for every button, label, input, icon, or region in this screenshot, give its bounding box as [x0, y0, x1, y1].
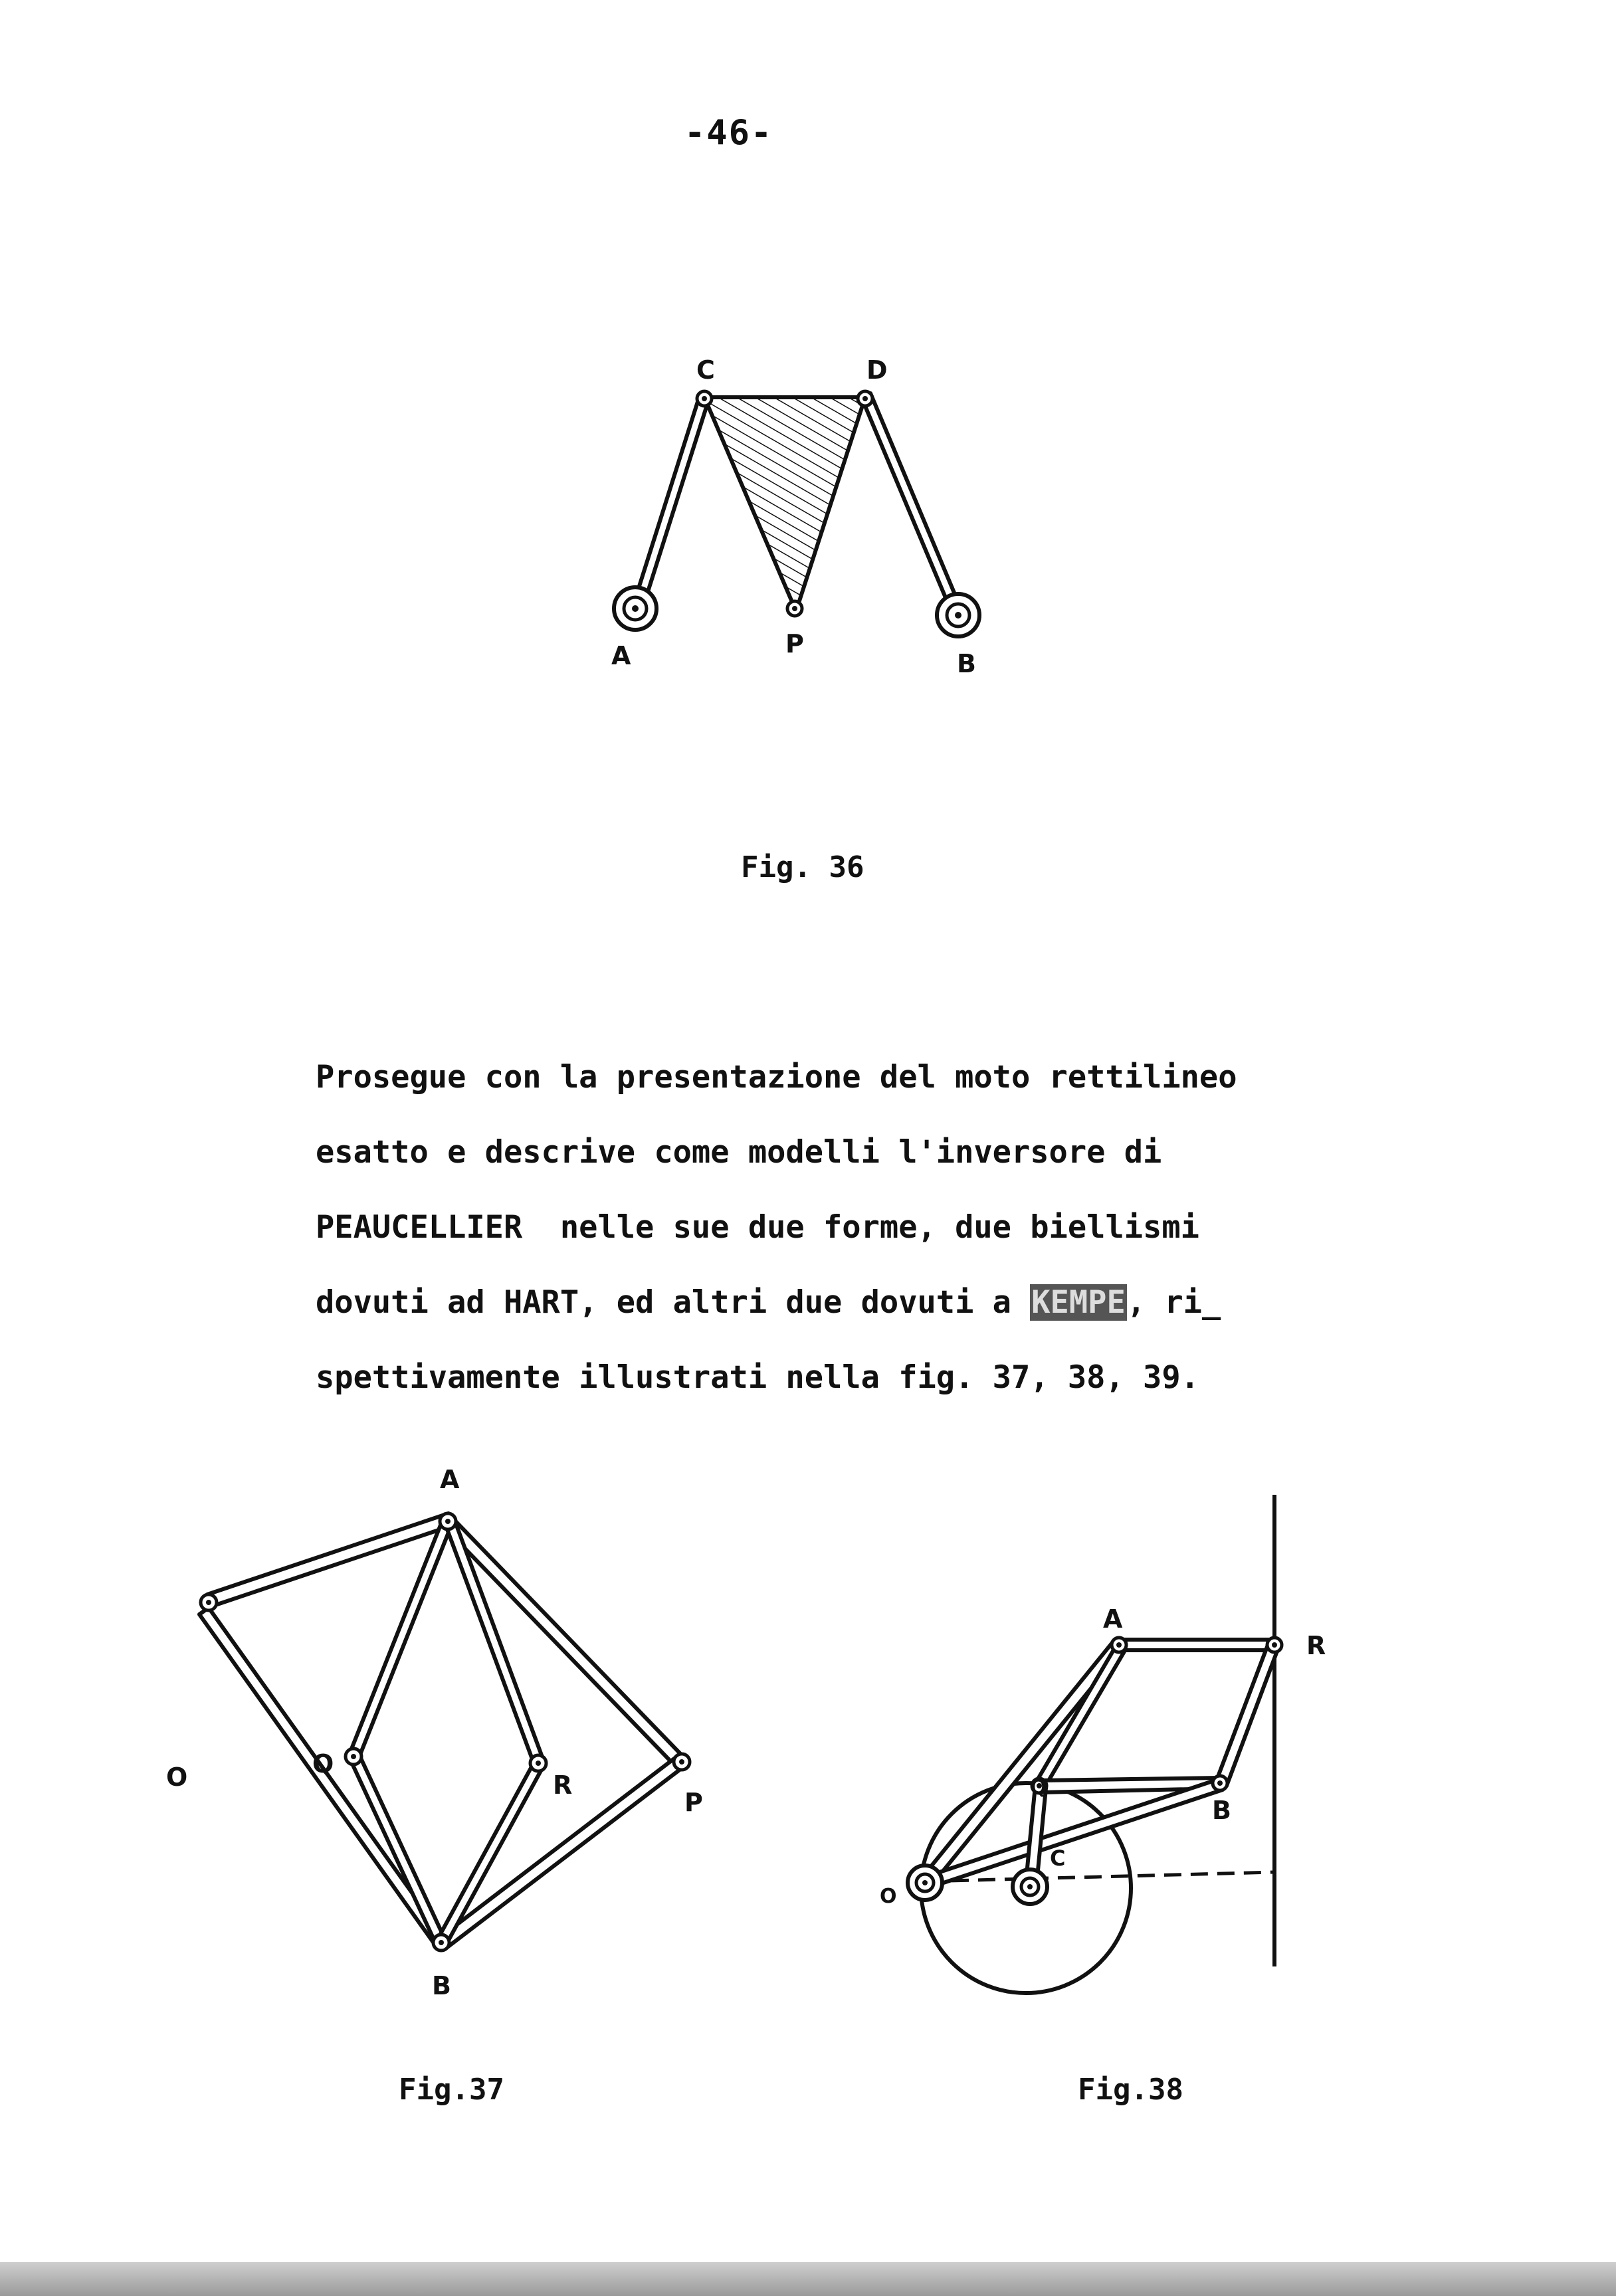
label-a: A — [440, 1465, 460, 1494]
label-o: O — [166, 1763, 188, 1792]
figure-38-caption: Fig.38 — [1078, 2073, 1183, 2107]
label-a: A — [611, 641, 631, 670]
link-q-b — [350, 1754, 445, 1944]
text-line-4-start: dovuti ad HART, ed altri due dovuti a — [316, 1284, 1031, 1321]
link-d-b — [861, 393, 961, 612]
joint-b — [1213, 1776, 1227, 1790]
figure-36-caption: Fig. 36 — [741, 850, 864, 884]
joint-b — [433, 1935, 449, 1951]
label-r: R — [553, 1770, 573, 1800]
text-line-1: Prosegue con la presentazione del moto rettilineo — [316, 1059, 1237, 1096]
fixed-pivot-o — [908, 1866, 942, 1900]
joint-p — [787, 601, 802, 616]
link-a-r — [445, 1520, 544, 1765]
joint-d — [858, 391, 872, 406]
page-number: -46- — [684, 113, 773, 153]
body-paragraph — [316, 1040, 1352, 1415]
text-line-4-end: , ri_ — [1126, 1284, 1221, 1321]
figure-38-diagram — [864, 1488, 1369, 1980]
joint-a — [1112, 1638, 1126, 1652]
fixed-pivot-b — [937, 594, 979, 636]
label-b: B — [1212, 1796, 1231, 1825]
label-q: Q — [312, 1749, 334, 1778]
label-o: O — [880, 1885, 897, 1908]
label-q: Q — [1030, 1776, 1047, 1799]
fixed-pivot-c — [1013, 1869, 1047, 1904]
joint-r — [1267, 1638, 1282, 1652]
link-r-b — [1216, 1645, 1278, 1786]
link-a-r — [1119, 1640, 1273, 1650]
joint-c — [697, 391, 712, 406]
label-b: B — [432, 1971, 451, 2000]
struck-out-word: KEMPE — [1031, 1284, 1126, 1321]
coupler-triangle — [704, 397, 865, 611]
text-line-3: PEAUCELLIER nelle sue due forme, due biellismi — [316, 1209, 1199, 1246]
label-b: B — [957, 649, 976, 678]
label-d: D — [866, 355, 888, 385]
joint-a — [440, 1513, 456, 1529]
joint-p — [674, 1754, 690, 1770]
label-p: P — [684, 1788, 703, 1817]
joint-q — [346, 1749, 361, 1765]
scan-edge-shadow — [0, 2262, 1616, 2296]
link-a-c — [633, 393, 710, 611]
fixed-pivot-a — [614, 587, 656, 630]
figure-36-diagram — [571, 345, 1037, 691]
link-a-p — [443, 1517, 684, 1766]
label-p: P — [785, 629, 804, 658]
label-c: C — [1050, 1846, 1066, 1871]
label-r: R — [1306, 1631, 1326, 1660]
text-line-2: esatto e descrive come modelli l'inversore di — [316, 1134, 1162, 1171]
figure-37-caption: Fig.37 — [399, 2073, 504, 2107]
label-a: A — [1103, 1604, 1123, 1634]
link-a-q — [1034, 1648, 1124, 1790]
joint-r — [530, 1755, 546, 1771]
label-c: C — [696, 355, 715, 385]
figure-37-diagram — [159, 1465, 738, 2013]
text-line-5: spettivamente illustrati nella fig. 37, 38, 39. — [316, 1359, 1199, 1396]
text-line-4 — [316, 1265, 1352, 1340]
joint-o — [201, 1594, 217, 1610]
